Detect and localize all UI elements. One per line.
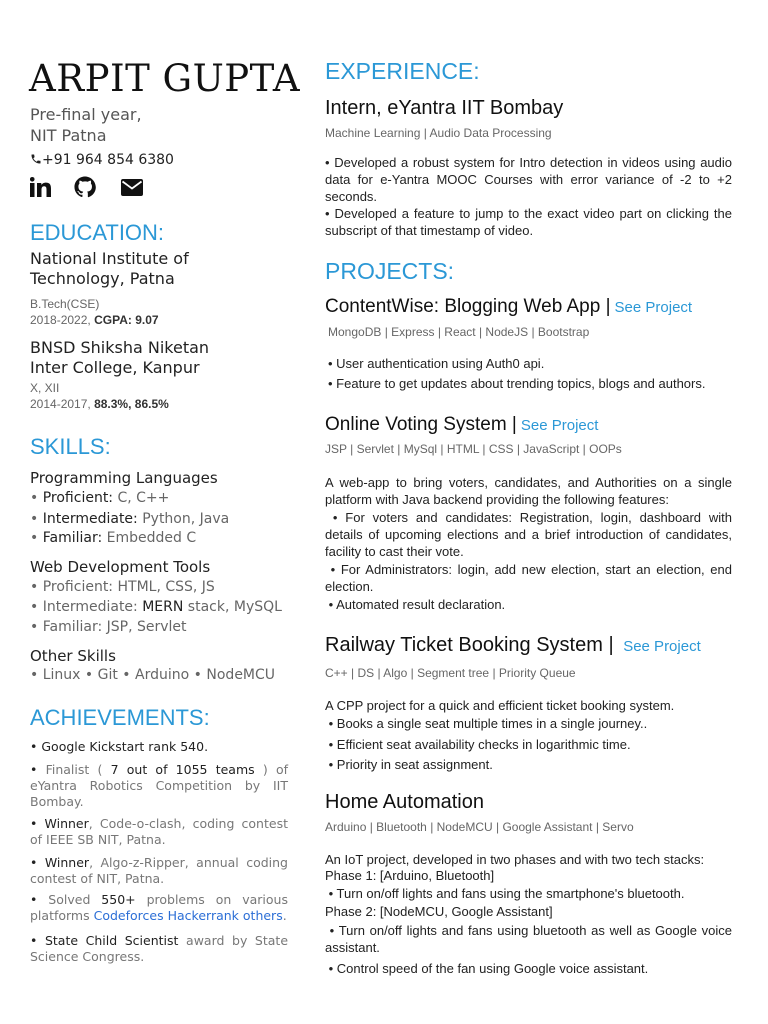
edu-2-period: 2014-2017, 88.3%, 86.5% <box>30 397 169 411</box>
github-icon[interactable] <box>74 176 96 198</box>
phone-row <box>30 152 174 168</box>
hackerrank-link[interactable]: Hackerrank <box>167 908 239 923</box>
project-point: • Control speed of the fan using Google voice assistant. <box>325 961 649 976</box>
project-tags: JSP | Servlet | MySql | HTML | CSS | JavaScript | OOPs <box>325 442 622 456</box>
achievement-item: • Solved 550+ problems on various platforms Codeforces Hackerrank others. <box>30 892 288 923</box>
project-tags: MongoDB | Express | React | NodeJS | Bootstrap <box>328 325 590 339</box>
skills-web-title: Web Development Tools <box>30 558 211 576</box>
project-point: • For Administrators: login, add new election, start an election, end election. <box>325 562 732 594</box>
edu-2-score: 88.3%, 86.5% <box>94 397 169 411</box>
achievements-heading: ACHIEVEMENTS: <box>30 705 210 730</box>
experience-title: Intern, eYantra IIT Bombay <box>325 97 564 119</box>
see-project-link[interactable]: See Project <box>520 417 599 434</box>
skills-other-line: • Linux • Git • Arduino • NodeMCU <box>30 667 276 683</box>
project-point: • Turn on/off lights and fans using bluetooth as well as Google voice assistant. <box>325 923 732 955</box>
edu-2-degree: X, XII <box>30 381 60 395</box>
project-point: • Efficient seat availability checks in logarithmic time. <box>325 737 631 752</box>
achievement-item: • Finalist ( 7 out of 1055 teams ) of eYantra Robotics Competition by IIT Bombay. <box>30 762 289 809</box>
project-point: • For voters and candidates: Registration, login, dashboard with details of upcoming elections and a brief introduction of candidates, facility to cast their vote. <box>325 510 732 559</box>
project-point: • Books a single seat multiple times in a single journey.. <box>325 716 648 731</box>
project-title: ContentWise: Blogging Web App | See Project <box>325 296 693 317</box>
experience-tags: Machine Learning | Audio Data Processing <box>325 126 552 140</box>
project-tags: C++ | DS | Algo | Segment tree | Priority Queue <box>325 666 576 680</box>
edu-2-name-line2: Inter College, Kanpur <box>30 358 200 377</box>
achievement-item: • Google Kickstart rank 540. <box>30 739 209 754</box>
skills-heading: SKILLS: <box>30 434 111 459</box>
experience-point: • Developed a robust system for Intro detection in videos using audio data for e-Yantra MOOC Courses with error variance of -2 to +2 seconds. <box>325 155 732 204</box>
project-point: • Automated result declaration. <box>325 597 506 612</box>
project-point: • Priority in seat assignment. <box>325 757 493 772</box>
see-project-link[interactable]: See Project <box>623 638 701 655</box>
skills-programming-line: • Intermediate: Python, Java <box>30 511 230 527</box>
year-label: Pre-final year, <box>30 105 142 124</box>
project-title: Home Automation <box>325 791 484 813</box>
edu-1-degree: B.Tech(CSE) <box>30 297 100 311</box>
skills-web-line: • Proficient: HTML, CSS, JS <box>30 579 215 595</box>
candidate-name: ARPIT GUPTA <box>29 57 301 100</box>
codeforces-link[interactable]: Codeforces <box>93 908 164 923</box>
skills-programming-line: • Familiar: Embedded C <box>30 530 197 546</box>
linkedin-icon[interactable] <box>30 177 52 197</box>
skills-web-line: • Intermediate: MERN stack, MySQL <box>30 599 282 615</box>
skills-programming-line: • Proficient: C, C++ <box>30 490 170 506</box>
achievement-item: • Winner, Algo-z-Ripper, annual coding contest of NIT, Patna. <box>30 855 288 886</box>
edu-1-name-line2: Technology, Patna <box>30 269 175 288</box>
project-intro: An IoT project, developed in two phases and with two tech stacks: <box>325 852 705 867</box>
project-phase-label: Phase 1: [Arduino, Bluetooth] <box>325 868 495 883</box>
others-link[interactable]: others <box>242 908 283 923</box>
project-point: • Turn on/off lights and fans using the smartphone's bluetooth. <box>325 886 685 901</box>
edu-2-name-line1: BNSD Shiksha Niketan <box>30 338 210 357</box>
skills-web-line: • Familiar: JSP, Servlet <box>30 619 187 635</box>
see-project-link[interactable]: See Project <box>614 299 693 316</box>
project-point: • Feature to get updates about trending topics, blogs and authors. <box>328 376 706 391</box>
experience-point: • Developed a feature to jump to the exact video part on clicking the subscript of that timestamp of video. <box>325 206 732 238</box>
phone-icon <box>30 153 42 165</box>
phone-number: +91 964 854 6380 <box>42 152 174 168</box>
projects-heading: PROJECTS: <box>325 258 455 284</box>
project-tags: Arduino | Bluetooth | NodeMCU | Google Assistant | Servo <box>325 820 634 834</box>
college-label: NIT Patna <box>30 126 107 145</box>
edu-1-period: 2018-2022, CGPA: 9.07 <box>30 313 159 327</box>
achievement-item: • State Child Scientist award by State Science Congress. <box>30 933 289 964</box>
project-point: • User authentication using Auth0 api. <box>328 356 545 371</box>
skills-other-title: Other Skills <box>30 647 116 665</box>
project-title: Railway Ticket Booking System | See Project <box>325 634 701 656</box>
mail-icon[interactable] <box>121 179 143 196</box>
project-intro: A web-app to bring voters, candidates, and Authorities on a single platform with Java backend providing the following features: <box>325 475 732 507</box>
experience-heading: EXPERIENCE: <box>325 58 480 84</box>
edu-1-score: CGPA: 9.07 <box>94 313 159 327</box>
skills-programming-title: Programming Languages <box>30 469 218 487</box>
education-heading: EDUCATION: <box>30 220 165 245</box>
project-phase-label: Phase 2: [NodeMCU, Google Assistant] <box>325 904 553 919</box>
project-intro: A CPP project for a quick and efficient ticket booking system. <box>325 698 675 713</box>
project-title: Online Voting System | See Project <box>325 414 599 435</box>
edu-1-name-line1: National Institute of <box>30 249 189 268</box>
achievement-item: • Winner, Code-o-clash, coding contest of IEEE SB NIT, Patna. <box>30 816 288 847</box>
